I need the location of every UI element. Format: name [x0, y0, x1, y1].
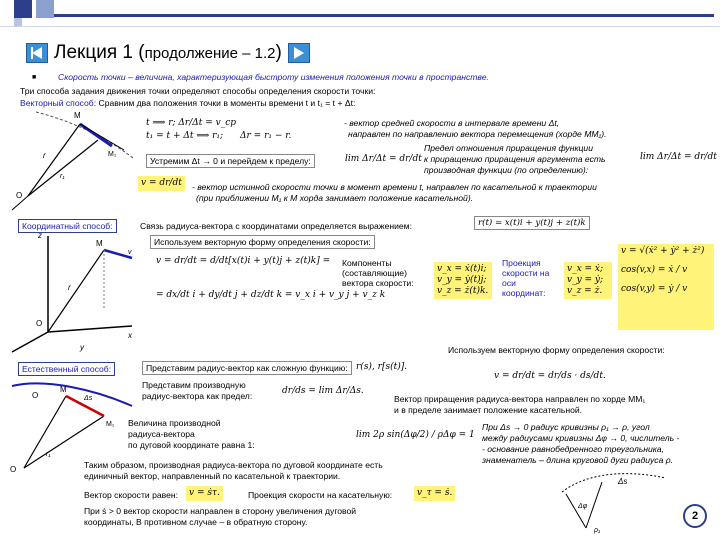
projection-x: v_x = ẋ;	[567, 264, 604, 274]
cosine-x: cos(v,x) = ẋ / v	[621, 265, 688, 275]
conclusion-2: единичный вектор, направленный по касательной к траектории.	[84, 471, 341, 481]
component-x: v_x = ẋ(t)i;	[437, 264, 487, 274]
svg-text:y: y	[80, 343, 84, 352]
svg-text:v: v	[128, 249, 132, 256]
limit-explanation-2: между радиусами кривизны Δφ → 0, числитель -	[482, 433, 680, 443]
derivation-line-2: = dx/dt i + dy/dt j + dz/dt k = v_x i + v_y j + v_z k	[156, 290, 386, 300]
tangent-projection-formula: v_τ = ṡ.	[414, 486, 455, 501]
triangle-left-icon	[30, 46, 44, 60]
component-y: v_y = ẏ(t)j;	[437, 275, 487, 285]
chain-rule-formula: v = dr/dt = dr/ds · ds/dt.	[494, 371, 606, 381]
svg-text:r: r	[68, 283, 71, 292]
methods-intro: Три способа задания движения точки определяют способы определения скорости точки:	[20, 86, 376, 96]
svg-text:r: r	[43, 151, 46, 160]
composite-function: r(s), r[s(t)].	[356, 362, 408, 372]
projection-y: v_y = ẏ;	[567, 275, 604, 285]
magnitude-note-3: по дуговой координате равна 1:	[128, 440, 255, 450]
svg-text:O: O	[16, 191, 23, 200]
limit-intro: Устремим Δt → 0 и перейдем к пределу:	[146, 154, 315, 168]
page-number: 2	[683, 504, 707, 528]
conclusion-1: Таким образом, производная радиуса-вектора по дуговой координате есть	[84, 460, 383, 470]
section-label-coordinate: Координатный способ:	[18, 219, 117, 233]
components-label: Компоненты (составляющие) вектора скорости:	[342, 258, 414, 288]
vector-method-diagram	[8, 110, 138, 210]
velocity-vector-formula: v = ṡτ.	[186, 486, 223, 501]
tangent-projection-label: Проекция скорости на касательную:	[248, 490, 393, 500]
title-row	[26, 40, 310, 66]
cosine-y: cos(v,y) = ẏ / v	[621, 284, 688, 294]
velocity-vector-label: Вектор скорости равен:	[84, 490, 179, 500]
svg-text:Δs: Δs	[618, 477, 628, 486]
header-rule-thin	[0, 26, 720, 27]
direction-note-2: координаты, В противном случае – в обратную сторону.	[84, 517, 308, 527]
section-label-vector: Векторный способ:	[20, 98, 97, 108]
next-slide-button[interactable]	[288, 43, 310, 63]
derivative-intro-1: Представим производную	[142, 380, 246, 390]
svg-text:Δφ: Δφ	[578, 503, 588, 510]
svg-text:M₁: M₁	[108, 151, 117, 158]
header-decoration	[0, 0, 720, 34]
magnitude-note-1: Величина производной	[128, 418, 221, 428]
avg-velocity-note-2: направлен по направлению вектора перемещения (хорде MM₁).	[348, 129, 607, 139]
header-rule	[54, 14, 714, 17]
limit-formula: lim Δr/Δt = dr/dt	[345, 154, 422, 164]
represent-text: Представим радиус-вектор как сложную функцию:	[142, 361, 352, 375]
deco-square	[36, 0, 54, 18]
component-z: v_z = ż(t)k.	[437, 286, 489, 296]
limit-explanation-4: знаменатель – длина круговой дуги радиуса ρ.	[482, 455, 674, 465]
svg-text:O: O	[32, 391, 39, 400]
page-title: Лекция 1 (продолжение – 1.2)	[54, 42, 282, 63]
limit-explanation-3: - основание равнобедренного треугольника,	[482, 444, 664, 454]
true-velocity-note-1: - вектор истинной скорости точки в момент времени t, направлен по касательной к траектории	[192, 182, 597, 192]
svg-text:r₁: r₁	[46, 451, 51, 458]
vector-row-1: t ⟹ r; Δr/Δt = v_ср	[146, 118, 237, 128]
speed-magnitude: v = √(ẋ² + ẏ² + ż²)	[621, 246, 705, 256]
derivation-line-1: v = dr/dt = d/dt[x(t)i + y(t)j + z(t)k] =	[156, 256, 331, 266]
limit-note-1: Предел отношения приращения функции	[424, 143, 593, 153]
direction-note-1: При ṡ > 0 вектор скорости направлен в сторону увеличения дуговой	[84, 506, 357, 516]
limit-explanation-1: При Δs → 0 радиус кривизны ρ₁ → ρ, угол	[482, 422, 650, 432]
svg-text:M: M	[74, 111, 81, 120]
prev-slide-button[interactable]	[26, 43, 48, 63]
components-box	[434, 262, 492, 299]
svg-text:O: O	[36, 319, 43, 328]
svg-text:r₁: r₁	[60, 173, 65, 180]
coordinate-intro: Связь радиуса-вектора с координатами определяется выражением:	[140, 221, 412, 231]
section-label-natural: Естественный способ:	[18, 362, 115, 376]
projection-label: Проекция скорости на оси координат:	[502, 258, 550, 298]
derivative-intro-2: радиус-вектора как предел:	[142, 391, 253, 401]
bullet-icon: ■	[32, 74, 37, 81]
svg-text:Δs: Δs	[84, 395, 93, 402]
radius-vector-formula: r(t) = x(t)i + y(t)j + z(t)k	[474, 216, 590, 230]
vector-row-2: t₁ = t + Δt ⟹ r₁;	[146, 131, 224, 141]
coordinate-method-diagram	[8, 230, 138, 358]
triangle-right-icon	[292, 46, 306, 60]
magnitude-note-2: радиуса-вектора	[128, 429, 195, 439]
vector-row-3: Δr = r₁ − r.	[240, 131, 292, 141]
unit-limit-formula: lim 2ρ sin(Δφ/2) / ρΔφ = 1	[356, 430, 475, 440]
true-velocity-note-2: (при приближении M₁ к M хорда занимает положение касательной).	[196, 193, 474, 203]
chord-note-1: Вектор приращения радиуса-вектора направлен по хорде MM₁	[394, 394, 646, 404]
derivative-formula: lim Δr/Δt = dr/dt	[640, 152, 717, 162]
svg-text:ρ₁: ρ₁	[594, 527, 601, 534]
coordinate-use-text: Используем векторную форму определения скорости:	[150, 235, 375, 249]
magnitude-box	[618, 244, 714, 330]
curvature-diagram	[548, 468, 674, 534]
svg-text:z: z	[38, 231, 42, 240]
deco-square	[14, 18, 22, 26]
natural-use-text: Используем векторную форму определения скорости:	[448, 345, 665, 355]
limit-note-3: производная функции (по определению):	[424, 165, 589, 175]
projections-box	[564, 262, 612, 299]
svg-text:x: x	[128, 331, 132, 340]
limit-note-2: к приращению приращения аргумента есть	[424, 154, 606, 164]
avg-velocity-note-1: - вектор средней скорости в интервале времени Δt,	[344, 118, 560, 128]
vector-intro: Сравним два положения точки в моменты времени t и t₁ = t + Δt:	[96, 98, 356, 108]
speed-definition: Скорость точки – величина, характеризующая быстроту изменения положения точки в пространстве.	[58, 72, 489, 82]
svg-text:O: O	[10, 465, 17, 474]
true-velocity-formula: v = dr/dt	[138, 176, 185, 191]
chord-note-2: и в пределе занимает положение касательной.	[394, 405, 583, 415]
svg-text:M₁: M₁	[106, 421, 115, 428]
projection-z: v_z = ż.	[567, 286, 603, 296]
derivative-limit: dr/ds = lim Δr/Δs.	[282, 386, 364, 396]
svg-text:M: M	[60, 385, 67, 394]
deco-square	[14, 0, 32, 18]
svg-text:M: M	[96, 239, 103, 248]
